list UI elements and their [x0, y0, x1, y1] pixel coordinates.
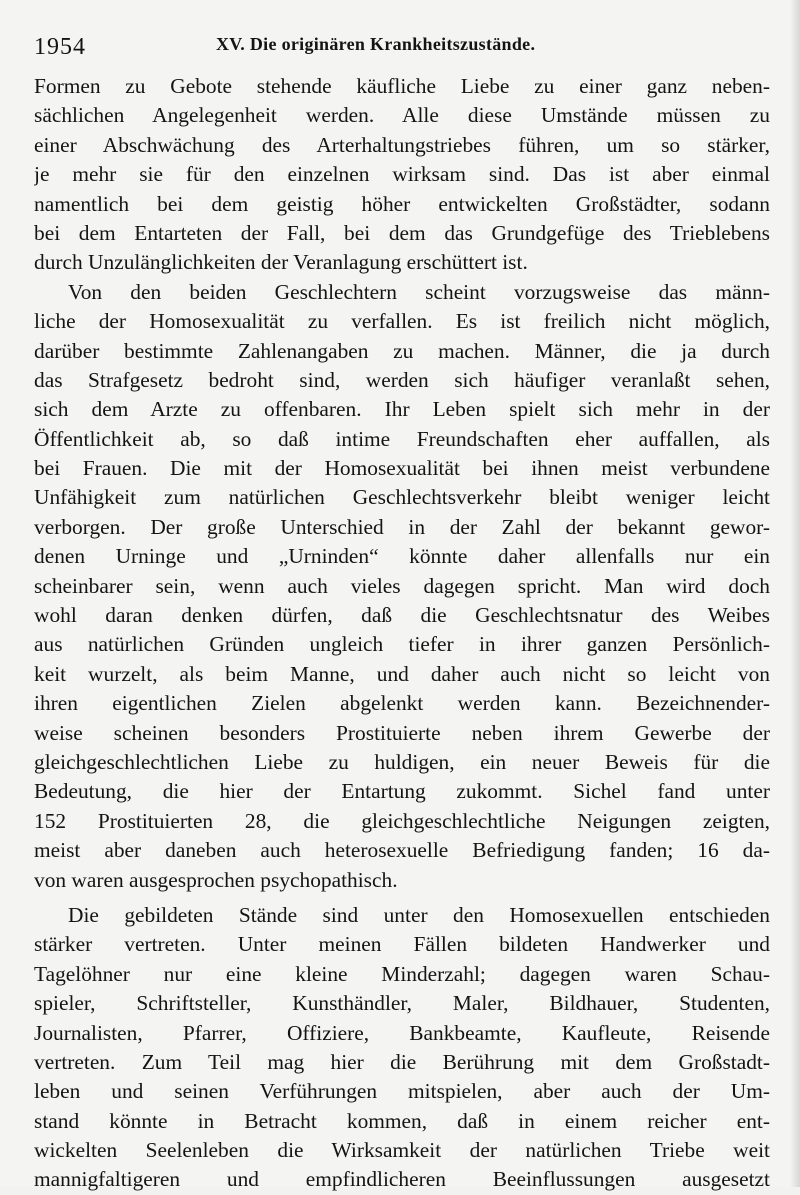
page-header: [34, 32, 774, 62]
text-line: denen Urninge und „Urninden“ könnte daher allenfalls nur ein: [34, 544, 770, 569]
page-edge-shadow: [790, 0, 800, 1187]
text-line: weise scheinen besonders Prostituierte neben ihrem Gewerbe der: [34, 720, 770, 745]
text-line: das Strafgesetz bedroht sind, werden sich häufiger veranlaßt sehen,: [34, 367, 770, 392]
text-line: meist aber daneben auch heterosexuelle Befriedigung fanden; 16 da-: [34, 838, 770, 863]
text-line: sich dem Arzte zu offenbaren. Ihr Leben spielt sich mehr in der: [34, 397, 770, 422]
text-line: mannigfaltigeren und empfindlicheren Beeinflussungen ausgesetzt: [34, 1167, 770, 1192]
text-line: je mehr sie für den einzelnen wirksam sind. Das ist aber einmal: [34, 162, 770, 187]
running-title: XV. Die originären Krankheitszustände.: [216, 34, 536, 54]
text-line: leben und seinen Verführungen mitspielen, aber auch der Um-: [34, 1079, 770, 1104]
text-line: namentlich bei dem geistig höher entwickelten Großstädter, sodann: [34, 191, 770, 216]
text-line: wickelten Seelenleben die Wirksamkeit der natürlichen Triebe weit: [34, 1138, 770, 1163]
text-line: verborgen. Der große Unterschied in der Zahl der bekannt gewor-: [34, 514, 770, 539]
text-line: darüber bestimmte Zahlenangaben zu machen. Männer, die ja durch: [34, 338, 770, 363]
text-line: bei Frauen. Die mit der Homosexualität bei ihnen meist verbundene: [34, 456, 770, 481]
paragraph-2: [34, 278, 770, 895]
text-line: aus natürlichen Gründen ungleich tiefer in ihrer ganzen Persönlich-: [34, 632, 770, 657]
text-line: Formen zu Gebote stehende käufliche Liebe zu einer ganz neben-: [34, 74, 770, 98]
paragraph-3: [34, 901, 770, 1195]
paragraph-1: [34, 72, 770, 278]
text-line: bei dem Entarteten der Fall, bei dem das Grundgefüge des Trieblebens: [34, 220, 770, 245]
text-line: Bedeutung, die hier der Entartung zukommt. Sichel fand unter: [34, 779, 770, 804]
text-line: sächlichen Angelegenheit werden. Alle diese Umstände müssen zu: [34, 103, 770, 128]
text-line: 152 Prostituierten 28, die gleichgeschlechtliche Neigungen zeigten,: [34, 808, 770, 833]
text-line: wohl daran denken dürfen, daß die Geschlechtsnatur des Weibes: [34, 603, 770, 628]
text-line: spieler, Schriftsteller, Kunsthändler, Maler, Bildhauer, Studenten,: [34, 991, 770, 1016]
page-number: 1954: [34, 34, 86, 60]
text-line: keit wurzelt, als beim Manne, und daher auch nicht so leicht von: [34, 661, 770, 686]
text-line: Die gebildeten Stände sind unter den Homosexuellen entschieden: [68, 902, 770, 927]
text-line: einer Abschwächung des Arterhaltungstriebes führen, um so stärker,: [34, 132, 770, 157]
body-text: [34, 72, 770, 1195]
text-line: Tagelöhner nur eine kleine Minderzahl; dagegen waren Schau-: [34, 961, 770, 986]
text-line: Journalisten, Pfarrer, Offiziere, Bankbeamte, Kaufleute, Reisende: [34, 1020, 770, 1045]
text-line: durch Unzulänglichkeiten der Veranlagung erschüttert ist.: [34, 250, 528, 275]
text-line: ihren eigentlichen Zielen abgelenkt werden kann. Bezeichnender-: [34, 691, 770, 716]
text-line: stärker vertreten. Unter meinen Fällen bildeten Handwerker und: [34, 932, 770, 957]
text-line: Öffentlichkeit ab, so daß intime Freundschaften eher auffallen, als: [34, 426, 770, 451]
text-line: gleichgeschlechtlichen Liebe zu huldigen, ein neuer Beweis für die: [34, 749, 770, 774]
text-line: scheinbarer sein, wenn auch vieles dagegen spricht. Man wird doch: [34, 573, 770, 598]
text-line: vertreten. Zum Teil mag hier die Berührung mit dem Großstadt-: [34, 1049, 770, 1074]
text-line: stand könnte in Betracht kommen, daß in einem reicher ent-: [34, 1108, 770, 1133]
text-line: von waren ausgesprochen psychopathisch.: [34, 867, 398, 892]
text-line: Von den beiden Geschlechtern scheint vorzugsweise das männ-: [68, 279, 770, 304]
text-line: liche der Homosexualität zu verfallen. Es ist freilich nicht möglich,: [34, 309, 770, 334]
text-line: Unfähigkeit zum natürlichen Geschlechtsverkehr bleibt weniger leicht: [34, 485, 770, 510]
